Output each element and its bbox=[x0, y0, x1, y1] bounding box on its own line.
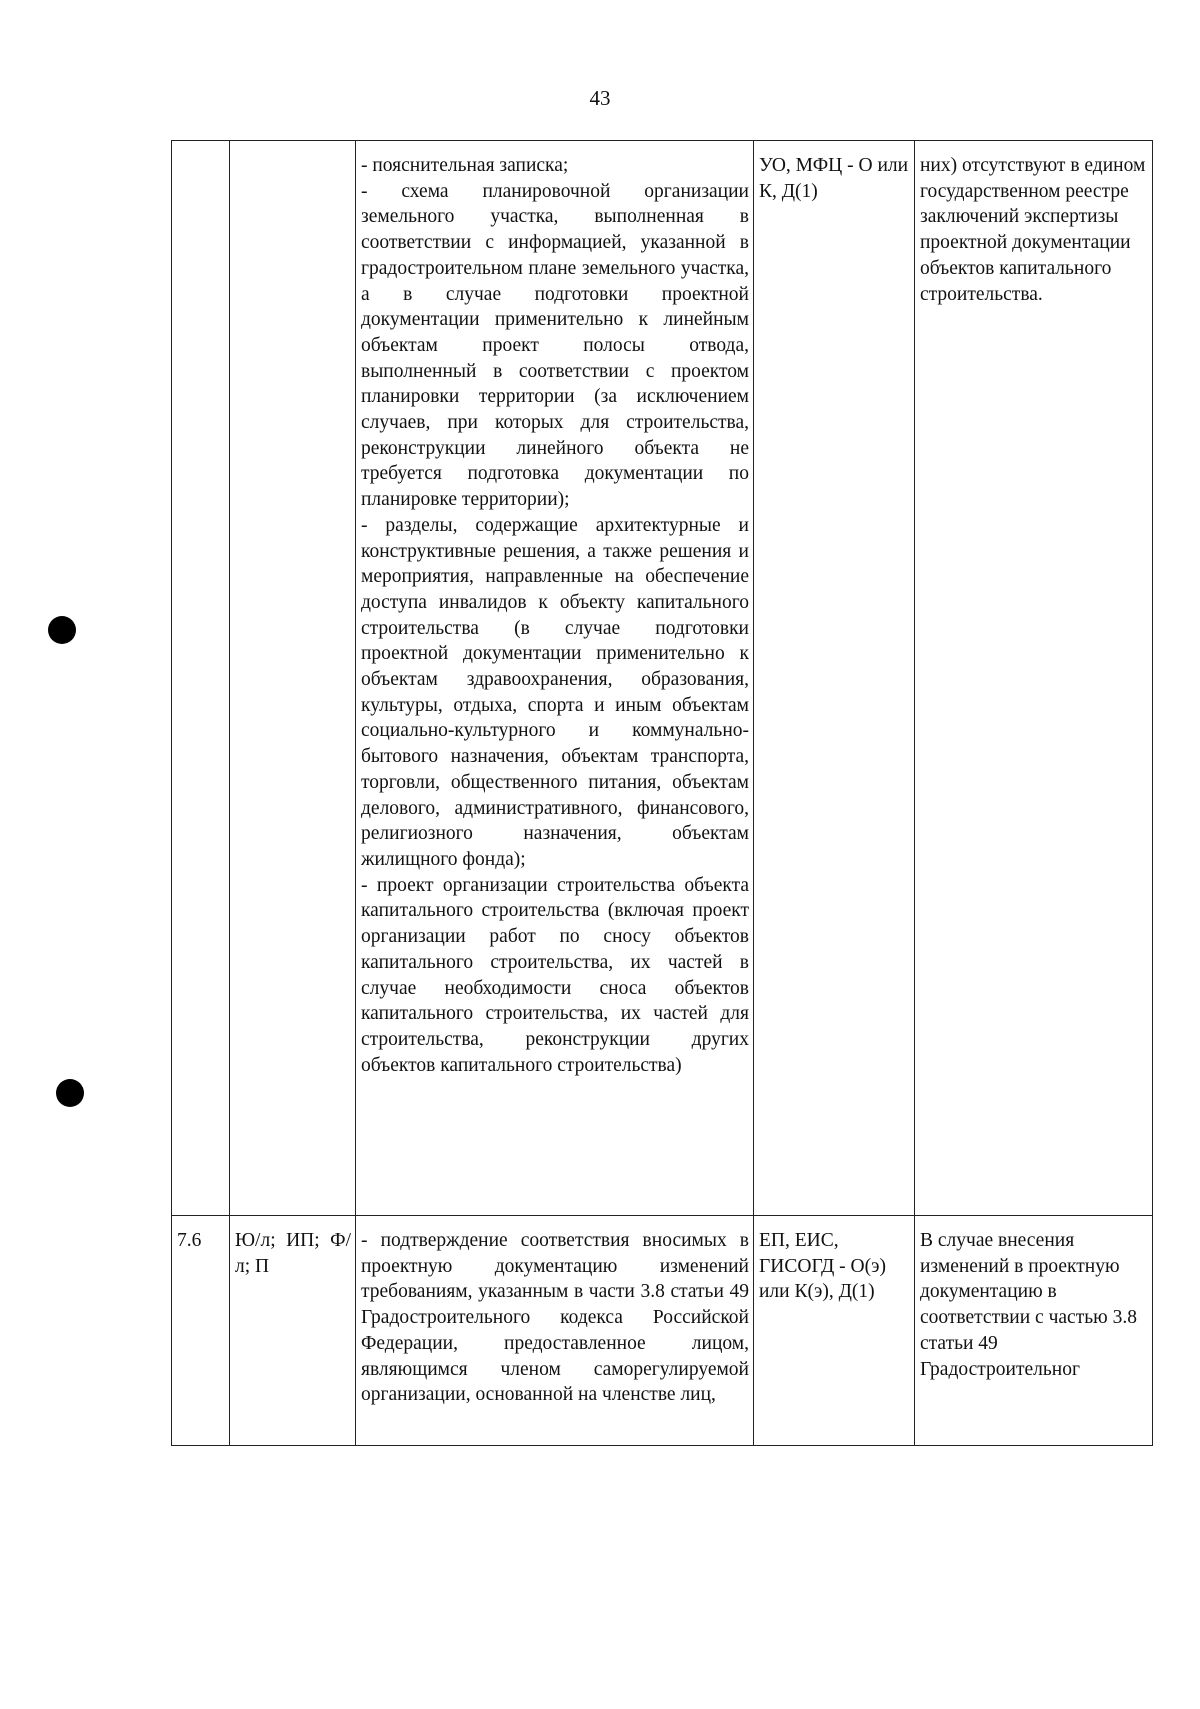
documents-table bbox=[171, 140, 1153, 1446]
note-cell: В случае внесения изменений в проектную документацию в соответствии с частью 3.8 статьи 49 Градостроительног bbox=[915, 1216, 1153, 1446]
applicants-cell bbox=[230, 141, 356, 1216]
submission-method-cell: УО, МФЦ - О или К, Д(1) bbox=[754, 141, 915, 1216]
punch-hole-mark bbox=[56, 1079, 84, 1107]
row-number-cell bbox=[172, 141, 230, 1216]
punch-hole-mark bbox=[48, 616, 76, 644]
applicants-cell: Ю/л; ИП; Ф/л; П bbox=[230, 1216, 356, 1446]
row-number-cell: 7.6 bbox=[172, 1216, 230, 1446]
document-item: - подтверждение соответствия вносимых в проектную документацию изменений требованиям, указанным в части 3.8 статьи 49 Градостроительного кодекса Российской Федерации, предоставленное лицом, являющимся членом саморегулируемой организации, основанной на членстве лиц, bbox=[361, 1230, 749, 1406]
document-item: - пояснительная записка; bbox=[361, 155, 569, 176]
table-row bbox=[172, 1216, 1153, 1446]
submission-method-cell: ЕП, ЕИС, ГИСОГД - О(э) или К(э), Д(1) bbox=[754, 1216, 915, 1446]
document-item: - схема планировочной организации земельного участка, выполненная в соответствии с информацией, указанной в градостроительном плане земельного участка, а в случае подготовки проектной документации применительно к линейным объектам проект полосы отвода, выполненный в соответствии с проектом планировки территории (за исключением случаев, при которых для строительства, реконструкции линейного объекта не требуется подготовка документации по планировке территории); bbox=[361, 180, 749, 511]
documents-cell bbox=[356, 141, 754, 1216]
document-item: - проект организации строительства объекта капитального строительства (включая проект организации работ по сносу объектов капитального строительства, их частей в случае необходимости сноса объектов капитального строительства, их частей для строительства, реконструкции других объектов капитального строительства) bbox=[361, 874, 749, 1076]
document-item: - разделы, содержащие архитектурные и конструктивные решения, а также решения и мероприятия, направленные на обеспечение доступа инвалидов к объекту капитального строительства (в случае подготовки проектной документации применительно к объектам здравоохранения, образования, культуры, отдыха, спорта и иным объектам социально-культурного и коммунально-бытового назначения, объектам транспорта, торговли, общественного питания, объектам делового, административного, финансового, религиозного назначения, объектам жилищного фонда); bbox=[361, 514, 749, 870]
table-row bbox=[172, 141, 1153, 1216]
note-cell: них) отсутствуют в едином государственном реестре заключений экспертизы проектной документации объектов капитального строительства. bbox=[915, 141, 1153, 1216]
documents-cell bbox=[356, 1216, 754, 1446]
page-number: 43 bbox=[589, 86, 611, 110]
